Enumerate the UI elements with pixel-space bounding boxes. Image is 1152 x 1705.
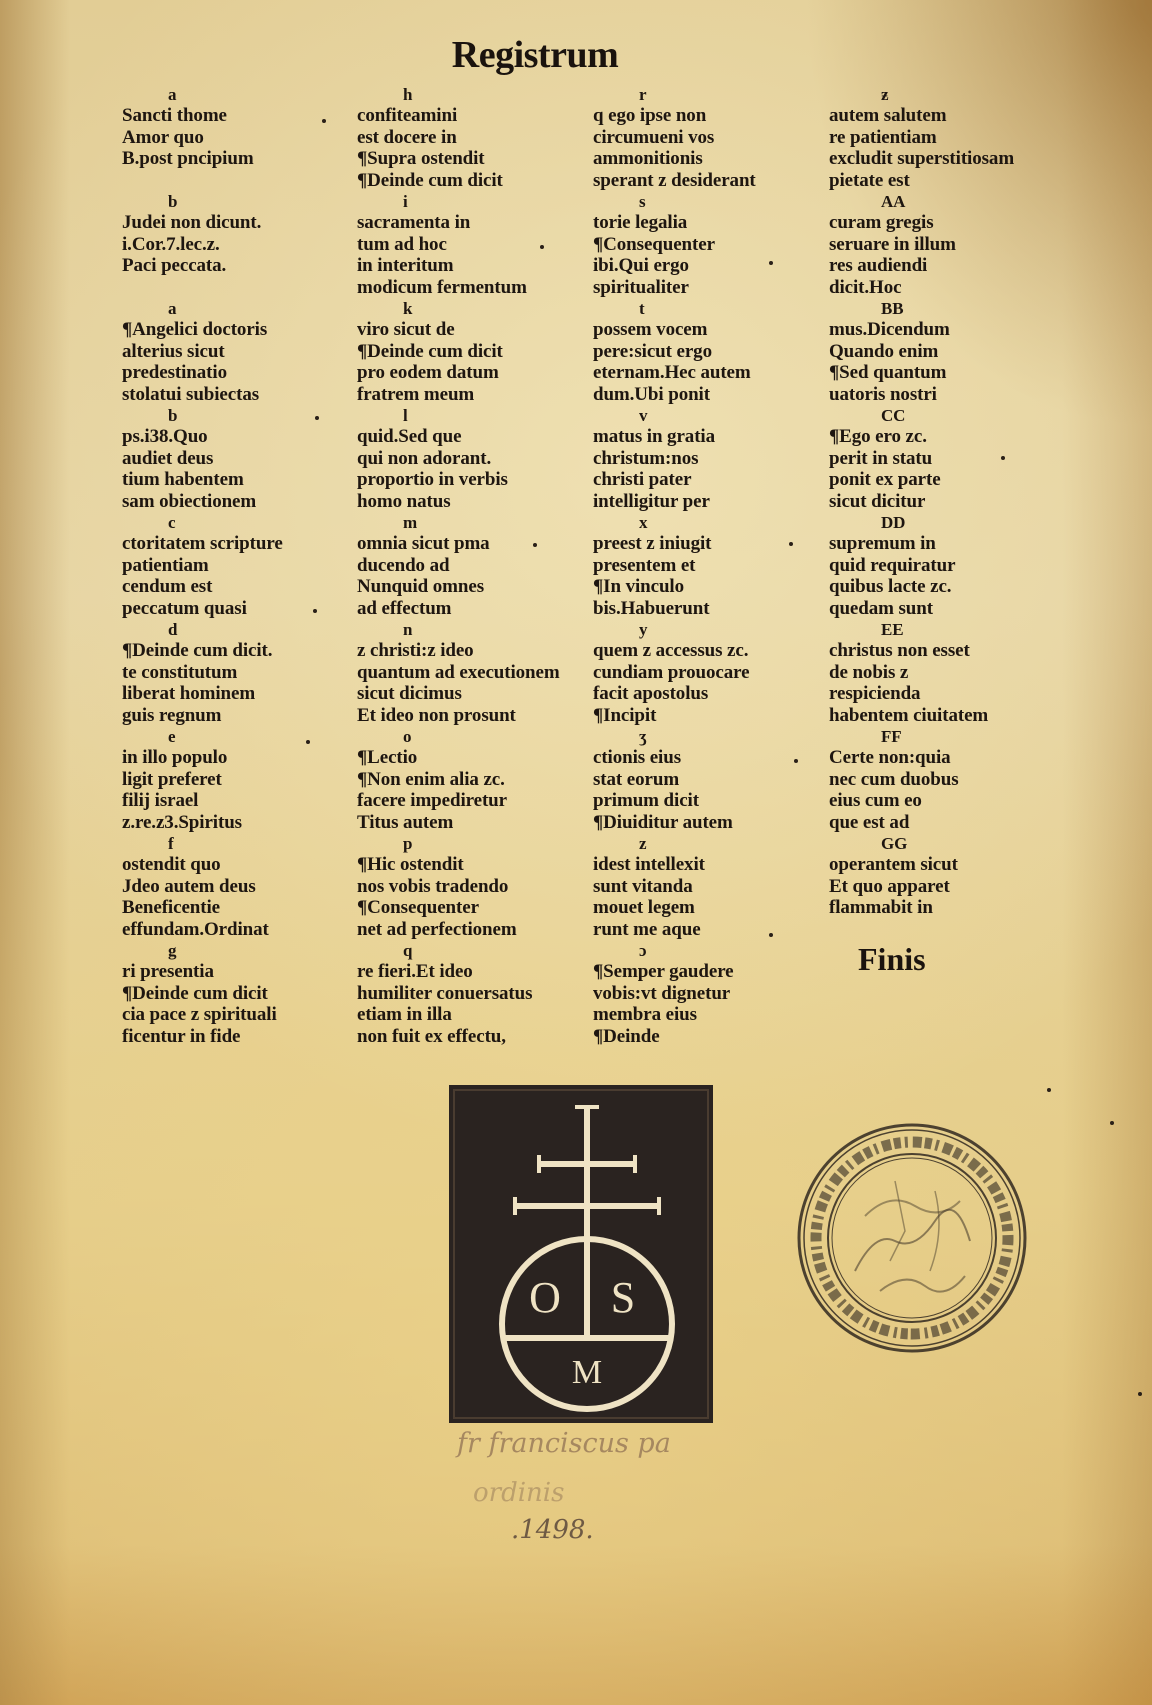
register-line: non fuit ex effectu, (357, 1025, 506, 1047)
register-group (357, 512, 589, 619)
register-group (122, 512, 354, 619)
register-group (357, 619, 589, 726)
register-group (357, 298, 589, 405)
register-line: Amor quo (122, 126, 204, 148)
register-line: mouet legem (593, 897, 695, 919)
register-line: filij israel (122, 790, 199, 812)
register-line: quantum ad executionem (357, 661, 560, 683)
register-line: humiliter conuersatus (357, 982, 533, 1004)
register-line: Paci peccata. (122, 255, 227, 277)
register-group (829, 405, 1061, 512)
register-line: Et quo apparet (829, 875, 950, 897)
signature-letter: a (168, 299, 177, 318)
register-line: quedam sunt (829, 597, 933, 619)
register-line: patientiam (122, 554, 209, 576)
register-line: guis regnum (122, 704, 222, 726)
register-group (593, 298, 825, 405)
register-group (357, 833, 589, 940)
register-line: ¶In vinculo (593, 576, 684, 598)
register-line: stolatui subiectas (122, 383, 260, 405)
register-line: quibus lacte zc. (829, 576, 952, 598)
register-column-4 (829, 84, 1061, 940)
signature-letter: i (403, 192, 408, 211)
register-line: ¶Deinde cum dicit (122, 982, 268, 1004)
register-group (357, 405, 589, 512)
signature-letter: BB (881, 299, 904, 318)
ink-dot (769, 261, 773, 265)
register-line: bis.Habuerunt (593, 597, 710, 619)
register-line: sperant z desiderant (593, 169, 756, 191)
register-line: audiet deus (122, 447, 214, 469)
signature-letter: n (403, 620, 413, 639)
ink-dot (1110, 1121, 1114, 1125)
register-group (593, 405, 825, 512)
register-group (593, 619, 825, 726)
ink-dot (789, 542, 793, 546)
register-line: ducendo ad (357, 554, 450, 576)
register-group (829, 191, 1061, 298)
ink-dot (794, 759, 798, 763)
register-group (357, 940, 589, 1047)
register-line: Judei non dicunt. (122, 212, 262, 234)
register-line: z.re.z3.Spiritus (122, 811, 242, 833)
register-group (593, 191, 825, 298)
ink-dot (540, 245, 544, 249)
ink-dot (313, 609, 317, 613)
register-line: te constitutum (122, 661, 238, 683)
register-line: sicut dicimus (357, 683, 462, 705)
register-line: ¶Sed quantum (829, 362, 947, 384)
register-line: cendum est (122, 576, 213, 598)
signature-letter: b (168, 192, 178, 211)
register-line: excludit superstitiosam (829, 148, 1015, 170)
woodcut-letter-o: O (529, 1273, 561, 1322)
signature-letter: l (403, 406, 408, 425)
register-group (829, 726, 1061, 833)
register-line: matus in gratia (593, 426, 716, 448)
register-line: vobis:vt dignetur (593, 982, 731, 1004)
register-line: etiam in illa (357, 1004, 452, 1026)
register-line: eternam.Hec autem (593, 362, 751, 384)
ink-dot (1138, 1392, 1142, 1396)
register-line: sicut dicitur (829, 490, 926, 512)
register-line: christi pater (593, 469, 692, 491)
register-line: cundiam prouocare (593, 661, 750, 683)
register-line: mus.Dicendum (829, 319, 950, 341)
signature-letter: y (639, 620, 648, 639)
register-column-1 (122, 84, 354, 1047)
register-line: ri presentia (122, 961, 214, 983)
woodcut-letter-s: S (610, 1273, 636, 1322)
signature-letter: q (403, 941, 413, 960)
register-line: perit in statu (829, 447, 933, 469)
register-line: christum:nos (593, 447, 699, 469)
register-group (357, 84, 589, 191)
signature-letter: EE (881, 620, 904, 639)
signature-letter: z (639, 834, 647, 853)
register-line: ¶Incipit (593, 704, 657, 726)
register-line: preest z iniugit (593, 533, 712, 555)
ink-dot (533, 543, 537, 547)
register-line: net ad perfectionem (357, 918, 517, 940)
register-group (593, 940, 825, 1047)
register-line: spiritualiter (593, 276, 689, 298)
signature-letter: k (403, 299, 413, 318)
register-line: predestinatio (122, 362, 227, 384)
register-group (829, 619, 1061, 726)
register-line: ponit ex parte (829, 469, 941, 491)
register-line: christus non esset (829, 640, 970, 662)
signature-letter: b (168, 406, 178, 425)
register-line: tum ad hoc (357, 233, 447, 255)
register-line: facit apostolus (593, 683, 709, 705)
signature-letter: CC (881, 406, 906, 425)
register-line: runt me aque (593, 918, 701, 940)
register-line: z christi:z ideo (357, 640, 474, 662)
register-line: ¶Deinde cum dicit (357, 340, 503, 362)
signature-letter: AA (881, 192, 906, 211)
register-line: ibi.Qui ergo (593, 255, 689, 277)
register-line: ¶Ego ero zc. (829, 426, 927, 448)
register-group (357, 191, 589, 298)
register-line: ctionis eius (593, 747, 682, 769)
library-seal-icon (795, 1121, 1029, 1355)
register-line: ligit preferet (122, 768, 222, 790)
register-line: re patientiam (829, 126, 937, 148)
register-line: possem vocem (593, 319, 708, 341)
register-group (829, 833, 1061, 940)
register-line: q ego ipse non (593, 105, 707, 127)
register-line: ostendit quo (122, 854, 221, 876)
register-line: confiteamini (357, 105, 458, 127)
register-line: membra eius (593, 1004, 697, 1026)
register-group (829, 512, 1061, 619)
register-line: ammonitionis (593, 148, 703, 170)
register-group (122, 84, 354, 191)
register-line: Sancti thome (122, 105, 227, 127)
signature-letter: c (168, 513, 176, 532)
register-line: ¶Deinde cum dicit. (122, 640, 273, 662)
printers-mark-icon (449, 1085, 713, 1423)
woodcut-letter-m: M (571, 1354, 603, 1391)
register-group (122, 191, 354, 298)
register-group (829, 298, 1061, 405)
register-line: habentem ciuitatem (829, 704, 989, 726)
register-line: Quando enim (829, 340, 939, 362)
handwritten-date: .1498. (511, 1515, 594, 1545)
register-line: circumueni vos (593, 126, 715, 148)
register-line: Et ideo non prosunt (357, 704, 516, 726)
register-line: uatoris nostri (829, 383, 937, 405)
ink-dot (1047, 1088, 1051, 1092)
register-line: omnia sicut pma (357, 533, 490, 555)
signature-letter: g (168, 941, 177, 960)
register-line: stat eorum (593, 768, 680, 790)
register-group (593, 726, 825, 833)
register-line: primum dicit (593, 790, 699, 812)
register-line: i.Cor.7.lec.z. (122, 233, 220, 255)
register-line: cia pace z spirituali (122, 1004, 277, 1026)
register-column-2 (357, 84, 589, 1047)
register-line: ad effectum (357, 597, 452, 619)
register-line: idest intellexit (593, 854, 705, 876)
register-line: quem z accessus zc. (593, 640, 749, 662)
ink-dot (322, 119, 326, 123)
signature-letter: o (403, 727, 412, 746)
register-line: Nunquid omnes (357, 576, 485, 598)
register-line: alterius sicut (122, 340, 225, 362)
signature-letter: f (168, 834, 174, 853)
handwritten-note-line: fr franciscus pa (457, 1428, 671, 1459)
register-line: ¶Consequenter (593, 233, 715, 255)
signature-letter: v (639, 406, 648, 425)
register-line: pietate est (829, 169, 910, 191)
register-line: ¶Semper gaudere (593, 961, 734, 983)
handwritten-note-line: ordinis (473, 1478, 565, 1508)
register-line: B.post pncipium (122, 148, 254, 170)
signature-letter: d (168, 620, 178, 639)
register-line: ps.i38.Quo (122, 426, 208, 448)
register-line: Certe non:quia (829, 747, 951, 769)
signature-letter: h (403, 85, 413, 104)
register-line: que est ad (829, 811, 910, 833)
register-line: dum.Ubi ponit (593, 383, 710, 405)
register-group (357, 726, 589, 833)
register-line: in illo populo (122, 747, 228, 769)
signature-letter: m (403, 513, 418, 532)
register-line: ¶Non enim alia zc. (357, 768, 505, 790)
signature-letter: ʒ (639, 727, 647, 746)
register-line: eius cum eo (829, 790, 922, 812)
finis-label: Finis (858, 941, 926, 977)
register-line: effundam.Ordinat (122, 918, 269, 940)
register-line: sunt vitanda (593, 875, 693, 897)
register-line: res audiendi (829, 255, 928, 277)
register-line: peccatum quasi (122, 597, 247, 619)
register-line: Beneficentie (122, 897, 220, 919)
signature-letter: ƶ (881, 85, 889, 104)
page-title: Registrum (451, 34, 619, 76)
register-line: quid.Sed que (357, 426, 462, 448)
register-line: seruare in illum (829, 233, 956, 255)
ink-dot (315, 416, 319, 420)
signature-letter: s (639, 192, 646, 211)
register-line: facere impediretur (357, 790, 507, 812)
register-line: viro sicut de (357, 319, 455, 341)
register-line: ficentur in fide (122, 1025, 241, 1047)
signature-letter: DD (881, 513, 906, 532)
register-group (122, 405, 354, 512)
register-line: Titus autem (357, 811, 454, 833)
register-line: operantem sicut (829, 854, 958, 876)
register-line: flammabit in (829, 897, 933, 919)
register-line: est docere in (357, 126, 457, 148)
register-line: sacramenta in (357, 212, 471, 234)
register-line: ¶Supra ostendit (357, 148, 485, 170)
register-group (593, 833, 825, 940)
register-line: qui non adorant. (357, 447, 492, 469)
register-group (122, 619, 354, 726)
register-line: torie legalia (593, 212, 688, 234)
register-group (593, 512, 825, 619)
register-group (829, 84, 1061, 191)
register-line: curam gregis (829, 212, 934, 234)
register-line: proportio in verbis (357, 469, 508, 491)
register-line: ¶Diuiditur autem (593, 811, 733, 833)
signature-letter: GG (881, 834, 908, 853)
register-line: re fieri.Et ideo (357, 961, 473, 983)
register-line: liberat hominem (122, 683, 256, 705)
signature-letter: p (403, 834, 413, 853)
register-group (122, 298, 354, 405)
register-line: ¶Angelici doctoris (122, 319, 268, 341)
register-group (122, 726, 354, 833)
register-line: nec cum duobus (829, 768, 959, 790)
signature-letter: r (639, 85, 647, 104)
register-line: pere:sicut ergo (593, 340, 712, 362)
register-line: ¶Hic ostendit (357, 854, 464, 876)
signature-letter: FF (881, 727, 902, 746)
register-line: presentem et (593, 554, 696, 576)
register-line: de nobis z (829, 661, 909, 683)
register-group (122, 833, 354, 940)
ink-dot (306, 740, 310, 744)
register-line: quid requiratur (829, 554, 956, 576)
signature-letter: x (639, 513, 648, 532)
signature-letter: ɔ (639, 941, 647, 960)
register-line: ¶Deinde (593, 1025, 660, 1047)
register-column-3 (593, 84, 825, 1047)
register-line: modicum fermentum (357, 276, 527, 298)
register-line: Jdeo autem deus (122, 875, 256, 897)
register-line: ¶Deinde cum dicit (357, 169, 503, 191)
signature-letter: e (168, 727, 176, 746)
register-group (593, 84, 825, 191)
signature-letter: t (639, 299, 645, 318)
register-line: supremum in (829, 533, 936, 555)
register-line: intelligitur per (593, 490, 710, 512)
register-line: respicienda (829, 683, 921, 705)
register-line: tium habentem (122, 469, 244, 491)
register-line: fratrem meum (357, 383, 475, 405)
register-line: ¶Consequenter (357, 897, 479, 919)
register-line: ¶Lectio (357, 747, 418, 769)
register-line: homo natus (357, 490, 451, 512)
register-line: pro eodem datum (357, 362, 499, 384)
register-line: autem salutem (829, 105, 947, 127)
ink-dot (769, 933, 773, 937)
signature-letter: a (168, 85, 177, 104)
register-line: dicit.Hoc (829, 276, 902, 298)
register-line: ctoritatem scripture (122, 533, 283, 555)
register-group (122, 940, 354, 1047)
register-line: nos vobis tradendo (357, 875, 509, 897)
ink-dot (1001, 456, 1005, 460)
register-line: sam obiectionem (122, 490, 257, 512)
register-line: in interitum (357, 255, 454, 277)
